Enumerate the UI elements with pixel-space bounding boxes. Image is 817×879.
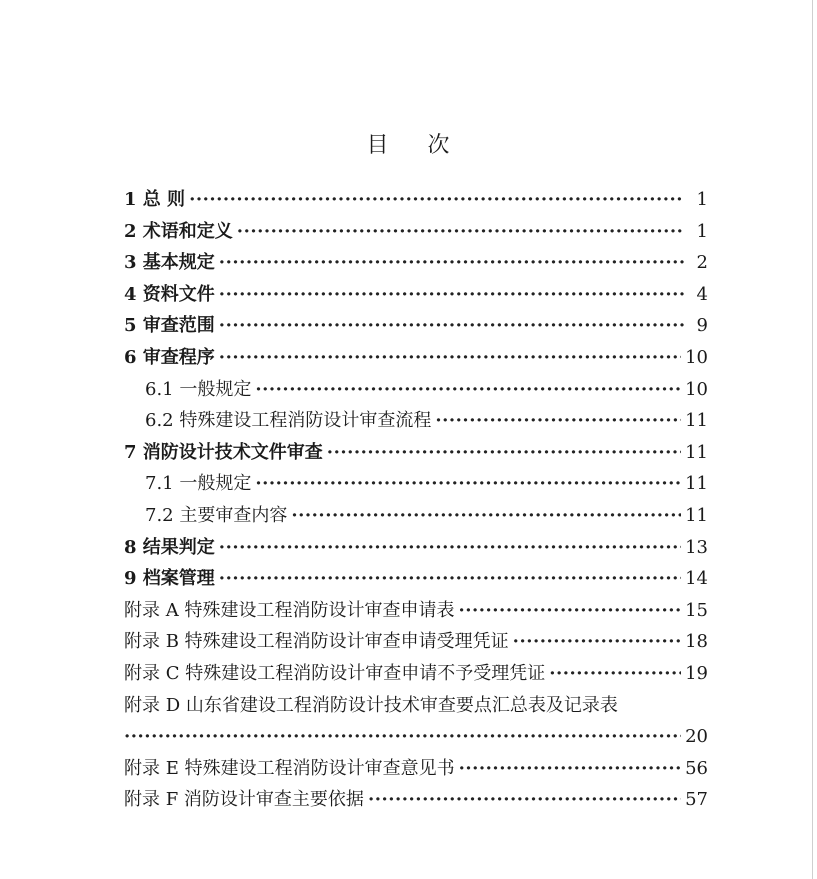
toc-entry-page: 2: [696, 252, 708, 274]
toc-entry-appendix-c[interactable]: [124, 658, 708, 690]
toc-entry-page: 11: [685, 410, 708, 432]
toc-entry-basic-rules[interactable]: [124, 247, 708, 279]
toc-entry-scope[interactable]: [124, 310, 708, 342]
toc-leader-dots: [219, 342, 681, 374]
toc-entry-appendix-f[interactable]: [124, 784, 708, 816]
toc-entry-label: 附录 F 消防设计审查主要依据: [124, 789, 364, 811]
toc-entry-label: 8 结果判定: [124, 536, 215, 558]
toc-leader-dots: [549, 658, 681, 690]
toc-entry-page: 20: [685, 726, 708, 748]
toc-leader-dots: [458, 595, 681, 627]
toc-leader-dots: [435, 405, 681, 437]
toc-leader-dots: [219, 532, 681, 564]
toc-entry-label: 5 审查范围: [124, 315, 215, 337]
toc-title: 目 次: [366, 133, 466, 158]
toc-entry-label: 7.1 一般规定: [145, 473, 252, 495]
toc-entry-page: 4: [696, 283, 708, 305]
toc-leader-dots: [327, 437, 681, 469]
toc-entry-page: 14: [685, 568, 708, 590]
toc-entry-label: 附录 B 特殊建设工程消防设计审查申请受理凭证: [124, 631, 509, 653]
toc-entry-appendix-d-continuation[interactable]: [124, 721, 708, 753]
toc-leader-dots: [291, 500, 681, 532]
toc-leader-dots: [237, 216, 684, 248]
toc-leader-dots: [219, 247, 684, 279]
table-of-contents: [124, 184, 708, 816]
toc-entry-label: 6.1 一般规定: [145, 378, 252, 400]
toc-entry-page: 11: [685, 473, 708, 495]
toc-entry-procedure-general[interactable]: [124, 374, 708, 406]
toc-entry-label: 附录 C 特殊建设工程消防设计审查申请不予受理凭证: [124, 662, 546, 684]
toc-entry-label: 1 总 则: [124, 189, 186, 210]
toc-leader-dots: [368, 784, 681, 816]
toc-entry-procedure[interactable]: [124, 342, 708, 374]
toc-leader-dots: [255, 374, 681, 406]
toc-entry-label: 6.2 特殊建设工程消防设计审查流程: [145, 410, 432, 432]
toc-entry-label: 6 审查程序: [124, 346, 215, 368]
toc-entry-label: 附录 D 山东省建设工程消防设计技术审查要点汇总表及记录表: [124, 694, 618, 716]
toc-entry-appendix-b[interactable]: [124, 626, 708, 658]
toc-entry-page: 11: [685, 441, 708, 463]
toc-entry-label: 附录 A 特殊建设工程消防设计审查申请表: [124, 599, 455, 621]
toc-entry-label: 2 术语和定义: [124, 220, 233, 242]
toc-leader-dots: [219, 279, 684, 311]
toc-leader-dots: [219, 310, 684, 342]
toc-entry-label: 4 资料文件: [124, 283, 215, 305]
toc-entry-terms[interactable]: [124, 216, 708, 248]
toc-entry-documents[interactable]: [124, 279, 708, 311]
toc-entry-technical-review[interactable]: [124, 437, 708, 469]
toc-entry-label: 3 基本规定: [124, 252, 215, 274]
toc-entry-result[interactable]: [124, 532, 708, 564]
toc-leader-dots: [124, 721, 681, 753]
toc-entry-page: 18: [685, 631, 708, 653]
toc-leader-dots: [459, 753, 682, 785]
toc-entry-page: 10: [685, 378, 708, 400]
toc-entry-page: 19: [685, 662, 708, 684]
toc-entry-page: 57: [685, 789, 708, 811]
toc-entry-technical-content[interactable]: [124, 500, 708, 532]
toc-leader-dots: [189, 184, 684, 216]
toc-entry-label: 附录 E 特殊建设工程消防设计审查意见书: [124, 757, 455, 779]
toc-entry-page: 1: [696, 189, 708, 210]
toc-entry-label: 7.2 主要审查内容: [145, 504, 288, 526]
toc-entry-page: 9: [696, 315, 708, 337]
toc-entry-appendix-e[interactable]: [124, 753, 708, 785]
toc-entry-technical-general[interactable]: [124, 468, 708, 500]
toc-entry-page: 1: [696, 220, 708, 242]
toc-entry-archive[interactable]: [124, 563, 708, 595]
toc-entry-page: 10: [685, 346, 708, 368]
toc-entry-page: 56: [685, 757, 708, 779]
toc-leader-dots: [255, 468, 681, 500]
toc-entry-procedure-flow[interactable]: [124, 405, 708, 437]
toc-leader-dots: [513, 626, 681, 658]
toc-entry-page: 13: [685, 536, 708, 558]
toc-entry-label: 9 档案管理: [124, 568, 215, 590]
toc-leader-dots: [219, 563, 681, 595]
toc-entry-appendix-a[interactable]: [124, 595, 708, 627]
toc-entry-label: 7 消防设计技术文件审查: [124, 441, 323, 463]
toc-entry-appendix-d[interactable]: [124, 690, 708, 722]
toc-entry-general[interactable]: [124, 184, 708, 216]
toc-entry-page: 15: [685, 599, 708, 621]
toc-entry-page: 11: [685, 504, 708, 526]
